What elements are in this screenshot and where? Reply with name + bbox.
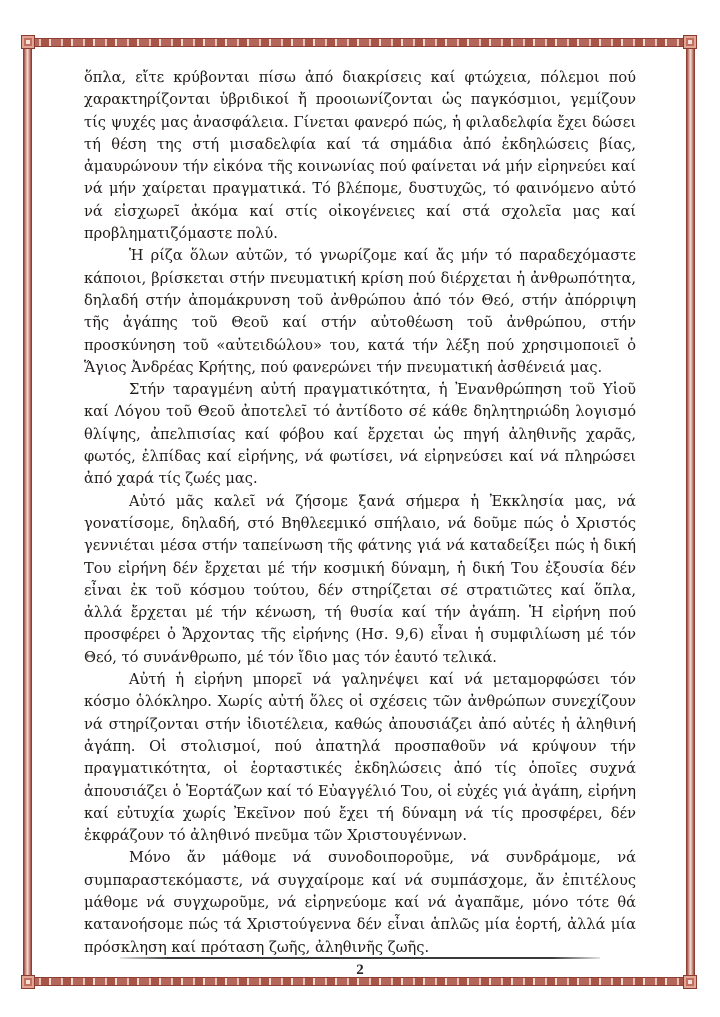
- footer-rule: [120, 957, 600, 959]
- paragraph: Αὐτό μᾶς καλεῖ νά ζήσομε ξανά σήμερα ἡ Ἐκκλησία μας, νά γονατίσομε, δηλαδή, στό Βηθλεεμικό σπήλαιο, νά δοῦμε πώς ὁ Χριστός γεννιέται μέσα στήν ταπείνωση τῆς φάτνης γιά νά καταδείξει πώς ἡ δική Του εἰρήνη δέν ἔρχεται μέ τήν κοσμική δύναμη, ἡ δική Του ἐξουσία δέν εἶναι ἐκ τοῦ κόσμου τούτου, δέν στηρίζεται σέ στρατιῶτες καί ὅπλα, ἀλλά ἔρχεται μέ τήν κένωση, τή θυσία καί τήν ἀγάπη. Ἡ εἰρήνη πού προσφέρει ὁ Ἄρχοντας τῆς εἰρήνης (Ησ. 9,6) εἶναι ἡ συμφιλίωση μέ τόν Θεό, τό συνάνθρωπο, μέ τόν ἴδιο μας τόν ἑαυτό τελικά.: [84, 492, 636, 666]
- document-body: [84, 67, 636, 959]
- border-right: [686, 44, 695, 980]
- paragraph: Ἡ ρίζα ὅλων αὐτῶν, τό γνωρίζομε καί ἄς μήν τό παραδεχόμαστε κάποιοι, βρίσκεται στήν πνευματική κρίση πού διέρχεται ἡ ἀνθρωπότητα, δηλαδή στήν ἀπομάκρυνση τοῦ ἀνθρώπου ἀπό τόν Θεό, στήν ἀπόρριψη τῆς ἀγάπης τοῦ Θεοῦ καί στήν αὐτοθέωση τοῦ ἀνθρώπου, στήν προσκύνηση τοῦ «αὐτειδώλου» του, κατά τήν λέξη πού χρησιμοποιεῖ ὁ Ἅγιος Ἀνδρέας Κρήτης, πού φανερώνει τήν πνευματική ἀσθένειά μας.: [84, 247, 636, 376]
- paragraph: Μόνο ἄν μάθομε νά συνοδοιποροῦμε, νά συνδράμομε, νά συμπαραστεκόμαστε, νά συγχαίρομε καί νά συμπάσχομε, ἄν ἐπιτέλους μάθομε νά συγχωροῦμε, νά εἰρηνεύομε καί νά ἀγαπᾶμε, μόνο τότε θά κατανοήσομε πώς τά Χριστούγεννα δέν εἶναι ἁπλῶς μία ἑορτή, ἀλλά μία πρόσκληση καί πρόταση ζωῆς, ἀληθινῆς ζωῆς.: [84, 849, 636, 956]
- border-left: [23, 44, 32, 980]
- border-top: [29, 38, 689, 47]
- paragraph: ὅπλα, εἴτε κρύβονται πίσω ἀπό διακρίσεις καί φτώχεια, πόλεμοι πού χαρακτηρίζονται ὑβριδικοί ἤ προοιωνίζονται ὡς παγκόσμιοι, γεμίζουν τίς ψυχές μας ἀνασφάλεια. Γίνεται φανερό πώς, ἡ φιλαδελφία ἔχει δώσει τή θέση της στή μισαδελφία καί τά σημάδια ἀπό ἐκδηλώσεις βίας, ἀμαυρώνουν τήν εἰκόνα τῆς κοινωνίας πού φαίνεται νά μήν εἰρηνεύει καί νά μήν χαίρεται πραγματικά. Τό βλέπομε, δυστυχῶς, τό φαινόμενο αὐτό νά εἰσχωρεῖ ἀκόμα καί στίς οἰκογένειες καί στά σχολεῖα μας καί προβληματιζόμαστε πολύ.: [84, 69, 636, 243]
- corner-ornament-icon: [683, 35, 697, 49]
- paragraph: Αὐτή ἡ εἰρήνη μπορεῖ νά γαληνέψει καί νά μεταμορφώσει τόν κόσμο ὁλόκληρο. Χωρίς αὐτή ὅλες οἱ σχέσεις τῶν ἀνθρώπων συνεχίζουν νά στηρίζονται στήν ἰδιοτέλεια, καθώς ἀπουσιάζει ἀπό αὐτές ἡ ἀληθινή ἀγάπη. Οἱ στολισμοί, πού ἀπατηλά προσπαθοῦν νά κρύψουν τήν πραγματικότητα, οἱ ἑορταστικές ἐκδηλώσεις ἀπό τίς ὁποῖες συχνά ἀπουσιάζει ὁ Ἑορτάζων καί τό Εὐαγγέλιό Του, οἱ εὐχές γιά ἀγάπη, εἰρήνη καί εὐτυχία χωρίς Ἐκεῖνον πού ἔχει τή δύναμη νά τίς προσφέρει, δέν ἐκφράζουν τό ἀληθινό πνεῦμα τῶν Χριστουγέννων.: [84, 671, 636, 845]
- paragraph: Στήν ταραγμένη αὐτή πραγματικότητα, ἡ Ἐνανθρώπηση τοῦ Υἱοῦ καί Λόγου τοῦ Θεοῦ ἀποτελεῖ τό ἀντίδοτο σέ κάθε δηλητηριώδη λογισμό θλίψης, ἀπελπισίας καί φόβου καί ἔρχεται ὡς πηγή ἀληθινῆς χαρᾶς, φωτός, ἐλπίδας καί εἰρήνης, νά φωτίσει, νά εἰρηνεύσει καί νά πληρώσει ἀπό χαρά τίς ζωές μας.: [84, 381, 636, 488]
- corner-ornament-icon: [21, 35, 35, 49]
- page-number: 2: [356, 962, 364, 978]
